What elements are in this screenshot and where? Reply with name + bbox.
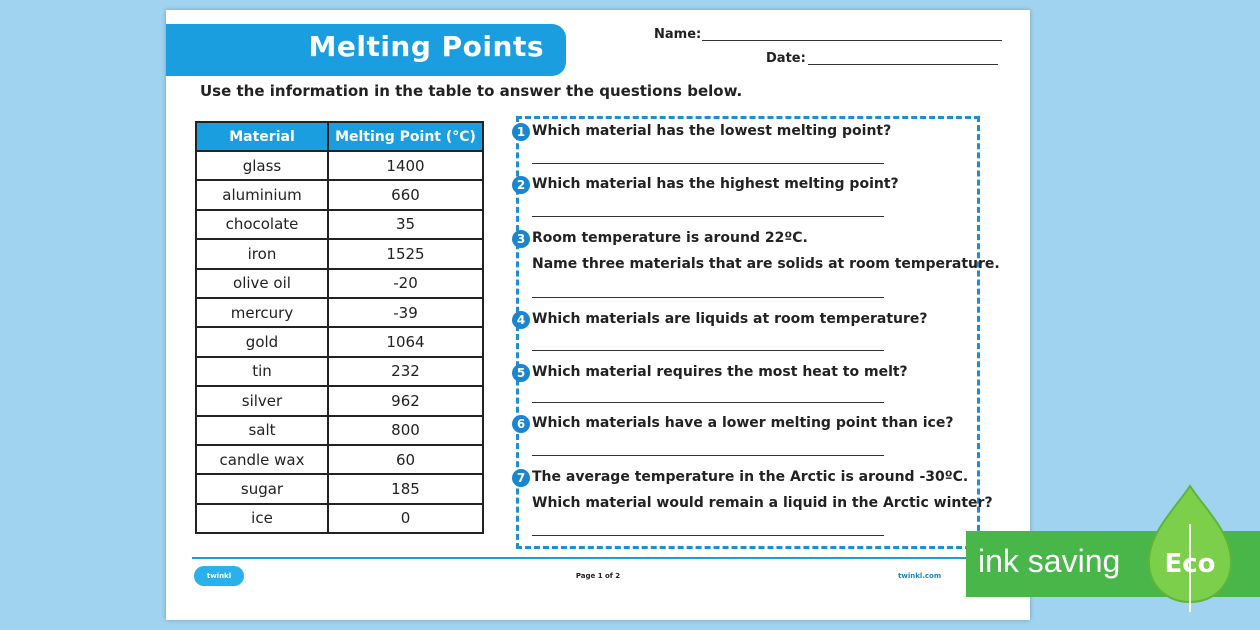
question-text-line-2: Which material would remain a liquid in the Arctic winter? [532,495,993,511]
table-row [196,416,483,445]
instructions: Use the information in the table to answer the questions below. [200,82,743,100]
table-row [196,445,483,474]
table-row [196,180,483,209]
material-cell: aluminium [196,180,328,209]
material-cell: silver [196,386,328,415]
material-cell: candle wax [196,445,328,474]
question-number-badge: 1 [512,123,530,141]
material-cell: iron [196,239,328,268]
worksheet-page [166,10,1030,620]
melting-point-cell: 800 [328,416,483,445]
question-number-badge: 2 [512,176,530,194]
table-row [196,151,483,180]
question-text: Which materials are liquids at room temperature? [532,311,928,327]
question-number-badge: 5 [512,364,530,382]
melting-point-cell: 1525 [328,239,483,268]
question-text: Which material has the lowest melting point? [532,123,892,139]
title-banner [166,24,566,76]
date-line [808,64,998,65]
answer-line[interactable] [532,350,884,351]
question-text: Room temperature is around 22ºC. [532,230,808,246]
table-row [196,239,483,268]
table-row [196,504,483,533]
melting-point-cell: -20 [328,269,483,298]
melting-point-cell: 185 [328,474,483,503]
eco-badge-label: Eco [1164,549,1216,579]
melting-point-cell: 60 [328,445,483,474]
answer-line[interactable] [532,163,884,164]
table-row [196,269,483,298]
answer-line[interactable] [532,216,884,217]
question-text: The average temperature in the Arctic is around -30ºC. [532,469,969,485]
melting-points-table [195,121,484,534]
table-row [196,357,483,386]
table-row [196,210,483,239]
material-cell: tin [196,357,328,386]
material-cell: olive oil [196,269,328,298]
question-number-badge: 7 [512,469,530,487]
melting-point-cell: 1400 [328,151,483,180]
material-cell: ice [196,504,328,533]
header-material: Material [196,122,328,151]
material-cell: gold [196,327,328,356]
question-text-line-2: Name three materials that are solids at room temperature. [532,256,1000,272]
table-header-row [196,122,483,151]
melting-point-cell: -39 [328,298,483,327]
page-title: Melting Points [308,30,544,63]
melting-point-cell: 660 [328,180,483,209]
question-text: Which materials have a lower melting point than ice? [532,415,954,431]
material-cell: salt [196,416,328,445]
answer-line[interactable] [532,535,884,536]
eco-leaf-icon [1145,484,1235,614]
melting-point-cell: 962 [328,386,483,415]
footer-rule [192,557,1004,559]
question-text: Which material requires the most heat to melt? [532,364,908,380]
material-cell: chocolate [196,210,328,239]
material-cell: glass [196,151,328,180]
melting-point-cell: 0 [328,504,483,533]
melting-point-cell: 232 [328,357,483,386]
page-number: Page 1 of 2 [575,572,621,580]
site-link[interactable]: twinkl.com [898,572,942,580]
table-row [196,474,483,503]
table-row [196,386,483,415]
melting-point-cell: 1064 [328,327,483,356]
table-row [196,327,483,356]
ink-saving-label: ink saving [978,543,1121,579]
header-melting-point: Melting Point (°C) [328,122,483,151]
material-cell: mercury [196,298,328,327]
material-cell: sugar [196,474,328,503]
melting-point-cell: 35 [328,210,483,239]
brand-logo: twinkl [194,566,244,586]
question-number-badge: 4 [512,311,530,329]
date-label: Date: [766,51,806,66]
name-label: Name: [654,27,702,42]
question-text: Which material has the highest melting point? [532,176,899,192]
table-row [196,298,483,327]
answer-line[interactable] [532,402,884,403]
question-number-badge: 3 [512,230,530,248]
name-line [702,40,1002,41]
answer-line[interactable] [532,455,884,456]
answer-line[interactable] [532,297,884,298]
question-number-badge: 6 [512,415,530,433]
